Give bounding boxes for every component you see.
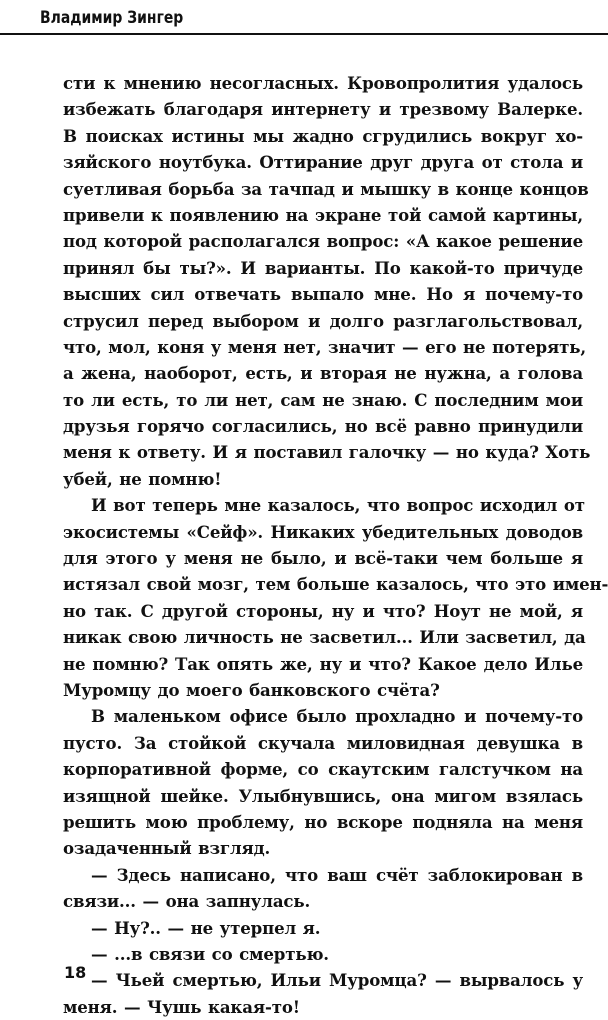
text-line: друзья горячо согласились, но всё равно принудили (63, 416, 583, 437)
text-line: но так. С другой стороны, ну и что? Ноут не мой, я (63, 600, 583, 621)
text-line: связи... — она запнулась. (63, 891, 311, 912)
text-line: под которой располагался вопрос: «А какое решение (63, 231, 583, 252)
text-line: привели к появлению на экране той самой картины, (63, 204, 583, 225)
text-line: то ли есть, то ли нет, сам не знаю. С последним мои (63, 389, 583, 410)
running-head-author: Владимир Зингер (40, 8, 184, 28)
text-line: суетливая борьба за тачпад и мышку в конце концов (63, 178, 589, 199)
text-line: убей, не помню! (63, 468, 222, 489)
text-line: — Ну?.. — не утерпел я. (91, 917, 321, 938)
text-line: пусто. За стойкой скучала миловидная девушка в (63, 732, 583, 753)
text-line: не помню? Так опять же, ну и что? Какое дело Илье (63, 653, 583, 674)
text-line: — ...в связи со смертью. (91, 943, 329, 964)
text-line: решить мою проблему, но вскоре подняла на меня (63, 811, 583, 832)
header-rule (0, 33, 608, 35)
text-line: корпоративной форме, со скаутским галстучком на (63, 759, 583, 780)
text-line: В маленьком офисе было прохладно и почему-то (91, 706, 583, 727)
body-text (63, 70, 608, 1020)
page-number: 18 (64, 963, 87, 982)
text-line: В поисках истины мы жадно сгрудились вокруг хо- (63, 125, 583, 146)
text-line: избежать благодаря интернету и трезвому Валерке. (63, 99, 583, 120)
text-line: принял бы ты?». И варианты. По какой-то причуде (63, 257, 583, 278)
text-line: озадаченный взгляд. (63, 838, 271, 859)
text-line: меня. — Чушь какая-то! (63, 996, 300, 1017)
text-line: Муромцу до моего банковского счёта? (63, 679, 440, 700)
text-line: что, мол, коня у меня нет, значит — его не потерять, (63, 336, 586, 357)
text-line: струсил перед выбором и долго разглагольствовал, (63, 310, 583, 331)
text-line: И вот теперь мне казалось, что вопрос исходил от (91, 495, 585, 516)
text-line: сти к мнению несогласных. Кровопролития удалось (63, 73, 583, 93)
text-line: — Здесь написано, что ваш счёт заблокирован в (91, 864, 583, 885)
text-line: для этого у меня не было, и всё-таки чем больше я (63, 548, 583, 569)
text-line: а жена, наоборот, есть, и вторая не нужна, а голова (63, 363, 583, 384)
text-line: истязал свой мозг, тем больше казалось, что это имен- (63, 574, 608, 595)
text-line: изящной шейке. Улыбнувшись, она мигом взялась (63, 785, 583, 806)
text-line: зяйского ноутбука. Оттирание друг друга от стола и (63, 152, 583, 173)
text-line: высших сил отвечать выпало мне. Но я почему-то (63, 284, 583, 305)
text-line: экосистемы «Сейф». Никаких убедительных доводов (63, 521, 583, 542)
text-line: — Чьей смертью, Ильи Муромца? — вырвалось у (91, 970, 583, 991)
text-line: никак свою личность не засветил... Или засветил, да (63, 627, 586, 648)
text-line: меня к ответу. И я поставил галочку — но куда? Хоть (63, 442, 591, 463)
